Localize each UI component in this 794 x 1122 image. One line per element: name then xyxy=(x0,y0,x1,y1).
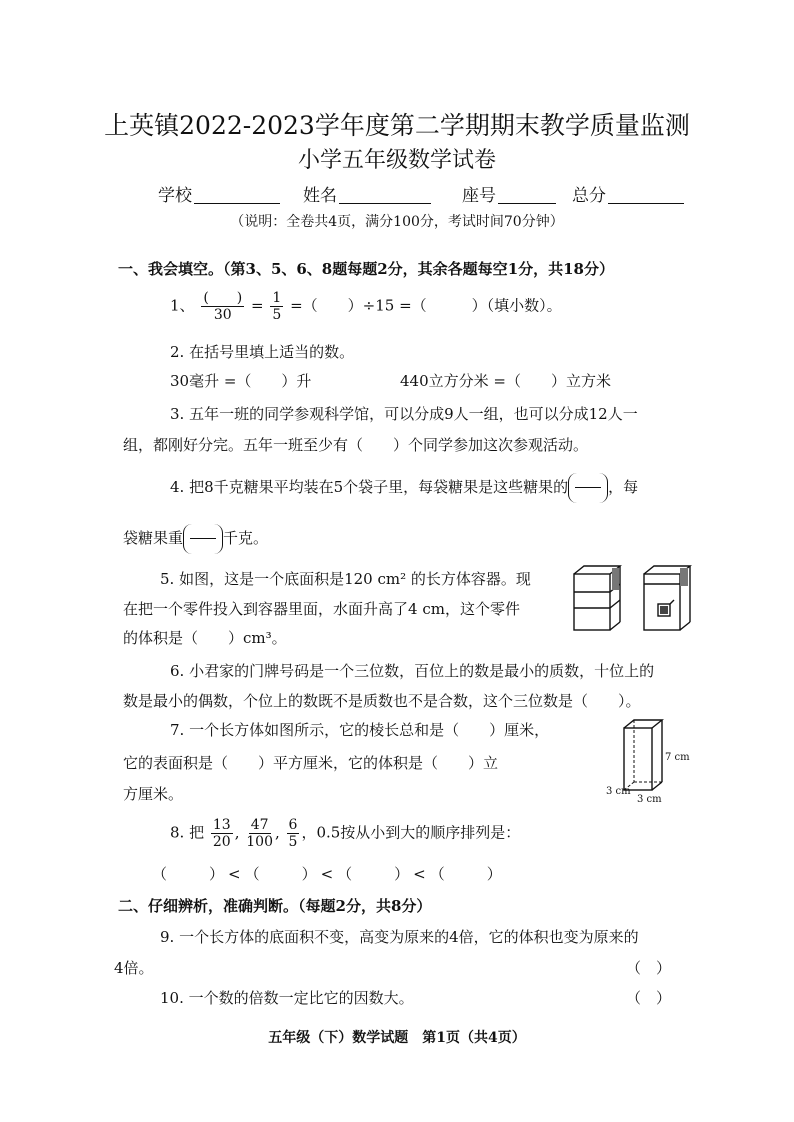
question-5-line2: 在把一个零件投入到容器里面，水面升高了4 cm，这个零件 xyxy=(123,600,520,618)
question-10-answer[interactable]: （ ） xyxy=(626,989,672,1007)
question-5-line3: 的体积是（ ）cm³。 xyxy=(123,629,287,647)
question-9-answer[interactable]: （ ） xyxy=(626,959,672,977)
container-diagram xyxy=(568,562,694,634)
question-2b: 440立方分米 =（ ）立方米 xyxy=(400,372,611,390)
label-height: 7 cm xyxy=(665,752,690,763)
page-title: 上英镇2022-2023学年度第二学期期末教学质量监测 xyxy=(104,111,690,140)
question-4-line1: 4. 把8千克糖果平均装在5个袋子里，每袋糖果是这些糖果的 ，每 xyxy=(170,473,638,503)
fraction-blank xyxy=(568,473,608,503)
question-10: 10. 一个数的倍数一定比它的因数大。 xyxy=(160,989,414,1007)
question-5-line1: 5. 如图，这是一个底面积是120 cm² 的长方体容器。现 xyxy=(160,570,531,588)
school-label: 学校 xyxy=(158,186,192,206)
question-3-line2: 组，都刚好分完。五年一班至少有（ ）个同学参加这次参观活动。 xyxy=(123,436,589,454)
question-7-line2: 它的表面积是（ ）平方厘米，它的体积是（ ）立 xyxy=(123,754,499,772)
seat-field[interactable] xyxy=(462,181,556,206)
question-8-line1: 8. 把 $\frac{13}{20}$ , $\frac{47}{100}$ , $\frac{6}{5}$ ，0.5按从小到大的顺序排列是： xyxy=(170,817,521,850)
fraction-47-100: $\frac{47}{100}$ xyxy=(246,817,273,850)
label-depth: 3 cm xyxy=(606,786,631,797)
fraction-blank xyxy=(183,524,223,554)
cuboid-diagram xyxy=(618,716,668,794)
fraction-6-5: $\frac{6}{5}$ xyxy=(288,817,298,850)
fraction-blank-30: $\frac{( )}{30}$ xyxy=(203,290,243,323)
question-9-line1: 9. 一个长方体的底面积不变，高变为原来的4倍，它的体积也变为原来的 xyxy=(160,928,639,946)
question-6-line1: 6. 小君家的门牌号码是一个三位数，百位上的数是最小的质数，十位上的 xyxy=(170,662,655,680)
name-label: 姓名 xyxy=(303,186,337,206)
name-field[interactable] xyxy=(303,181,431,206)
exam-note: （说明：全卷共4页，满分100分，考试时间70分钟） xyxy=(230,214,564,230)
question-4-line2: 袋糖果重 千克。 xyxy=(123,524,268,554)
question-7-line3: 方厘米。 xyxy=(123,785,184,803)
section2-heading: 二、仔细辨析，准确判断。（每题2分，共8分） xyxy=(118,897,432,915)
total-field[interactable] xyxy=(572,181,684,206)
school-field[interactable] xyxy=(158,181,280,206)
question-1: 1、 $\frac{( )}{30}$ = $\frac{1}{5}$ =（ ）÷15 =（ ）（填小数）。 xyxy=(170,290,562,323)
question-6-line2: 数是最小的偶数，个位上的数既不是质数也不是合数，这个三位数是（ ）。 xyxy=(123,692,641,710)
question-2: 2. 在括号里填上适当的数。 xyxy=(170,343,355,361)
question-9-line2: 4倍。 xyxy=(114,959,154,977)
question-2a: 30毫升 =（ ）升 xyxy=(170,372,312,390)
page-subtitle: 小学五年级数学试卷 xyxy=(297,148,496,173)
question-7-line1: 7. 一个长方体如图所示，它的棱长总和是（ ）厘米， xyxy=(170,721,550,739)
fraction-13-20: $\frac{13}{20}$ xyxy=(212,817,231,850)
label-width: 3 cm xyxy=(637,794,662,805)
question-3-line1: 3. 五年一班的同学参观科学馆，可以分成9人一组，也可以分成12人一 xyxy=(170,405,638,423)
question-8-line2: （ ）<（ ）<（ ）<（ ） xyxy=(152,865,506,883)
seat-label: 座号 xyxy=(462,186,496,206)
fraction-1-5: $\frac{1}{5}$ xyxy=(272,290,282,323)
page-footer: 五年级（下）数学试题 第1页（共4页） xyxy=(268,1030,526,1046)
section1-heading: 一、我会填空。（第3、5、6、8题每题2分，其余各题每空1分，共18分） xyxy=(118,260,614,278)
total-label: 总分 xyxy=(572,186,606,206)
